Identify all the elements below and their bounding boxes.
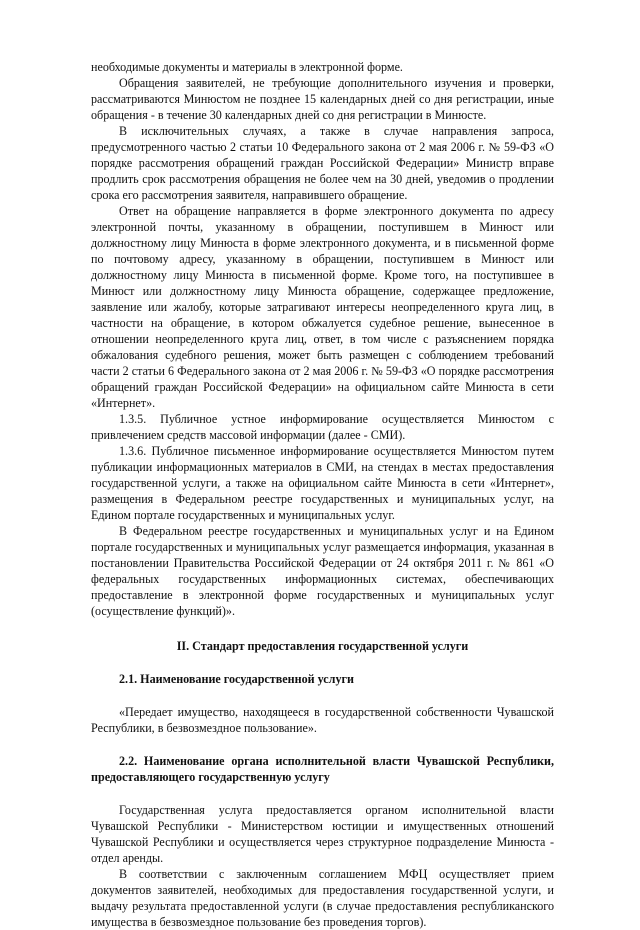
paragraph: Ответ на обращение направляется в форме электронного документа по адресу электронной почты, указанному в обращении, поступившем в Минюст или должностному лицу Минюста в форме электронного документа, и в письменной форме по почтовому адресу, указанному в обращении, поступившем в Минюст или должностному лицу Минюста в письменной форме. Кроме того, на поступившее в Минюст или должностному лицу Минюста обращение, содержащее предложение, заявление или жалобу, которые затрагивают интересы неопределенного круга лиц, в частности на обращение, в котором обжалуется судебное решение, вынесенное в отношении неопределенного круга лиц, ответ, в том числе с разъяснением порядка обжалования судебного решения, может быть размещен с соблюдением требований части 2 статьи 6 Федерального закона от 2 мая 2006 г. № 59-ФЗ «О порядке рассмотрения обращений граждан Российской Федерации» на официальном сайте Минюста в сети «Интернет». <box>91 204 554 410</box>
subsection-heading: 2.1. Наименование государственной услуги <box>119 672 354 686</box>
paragraph: 1.3.5. Публичное устное информирование осуществляется Минюстом с привлечением средств массовой информации (далее - СМИ). <box>91 412 554 442</box>
document-page <box>91 59 554 930</box>
paragraph: В соответствии с заключенным соглашением МФЦ осуществляет прием документов заявителей, необходимых для предоставления государственной услуги, и выдачу результата предоставленной услуги (в случае предоставления республиканского имущества в безвозмездное пользование без проведения торгов). <box>91 867 554 929</box>
paragraph: В исключительных случаях, а также в случае направления запроса, предусмотренного частью 2 статьи 10 Федерального закона от 2 мая 2006 г. № 59-ФЗ «О порядке рассмотрения обращений граждан Российской Федерации» Министр вправе продлить срок рассмотрения обращения не более чем на 30 дней, уведомив о продлении срока его рассмотрения заявителя, направившего обращение. <box>91 124 554 202</box>
section-heading: II. Стандарт предоставления государственной услуги <box>176 639 469 653</box>
paragraph: В Федеральном реестре государственных и муниципальных услуг и на Едином портале государственных и муниципальных услуг размещается информация, указанная в постановлении Правительства Российской Федерации от 24 октября 2011 г. № 861 «О федеральных государственных информационных системах, обеспечивающих предоставление в электронной форме государственных и муниципальных услуг (осуществление функций)». <box>91 524 554 618</box>
subsection-heading: 2.2. Наименование органа исполнительной власти Чувашской Республики, предоставляющего государственную услугу <box>91 754 554 784</box>
paragraph: 1.3.6. Публичное письменное информирование осуществляется Минюстом путем публикации информационных материалов в СМИ, на стендах в местах предоставления государственной услуги, а также на официальном сайте Минюста в сети «Интернет», размещения в Федеральном реестре государственных и муниципальных услуг, на Едином портале государственных и муниципальных услуг. <box>91 444 554 522</box>
paragraph: необходимые документы и материалы в электронной форме. <box>91 60 403 74</box>
paragraph: Обращения заявителей, не требующие дополнительного изучения и проверки, рассматриваются Минюстом не позднее 15 календарных дней со дня регистрации, иные обращения - в течение 30 календарных дней со дня регистрации в Минюсте. <box>91 76 554 122</box>
paragraph: «Передает имущество, находящееся в государственной собственности Чувашской Республики, в безвозмездное пользование». <box>91 705 554 735</box>
paragraph: Государственная услуга предоставляется органом исполнительной власти Чувашской Республики - Министерством юстиции и имущественных отношений Чувашской Республики и осуществляется через структурное подразделение Минюста - отдел аренды. <box>91 803 554 865</box>
